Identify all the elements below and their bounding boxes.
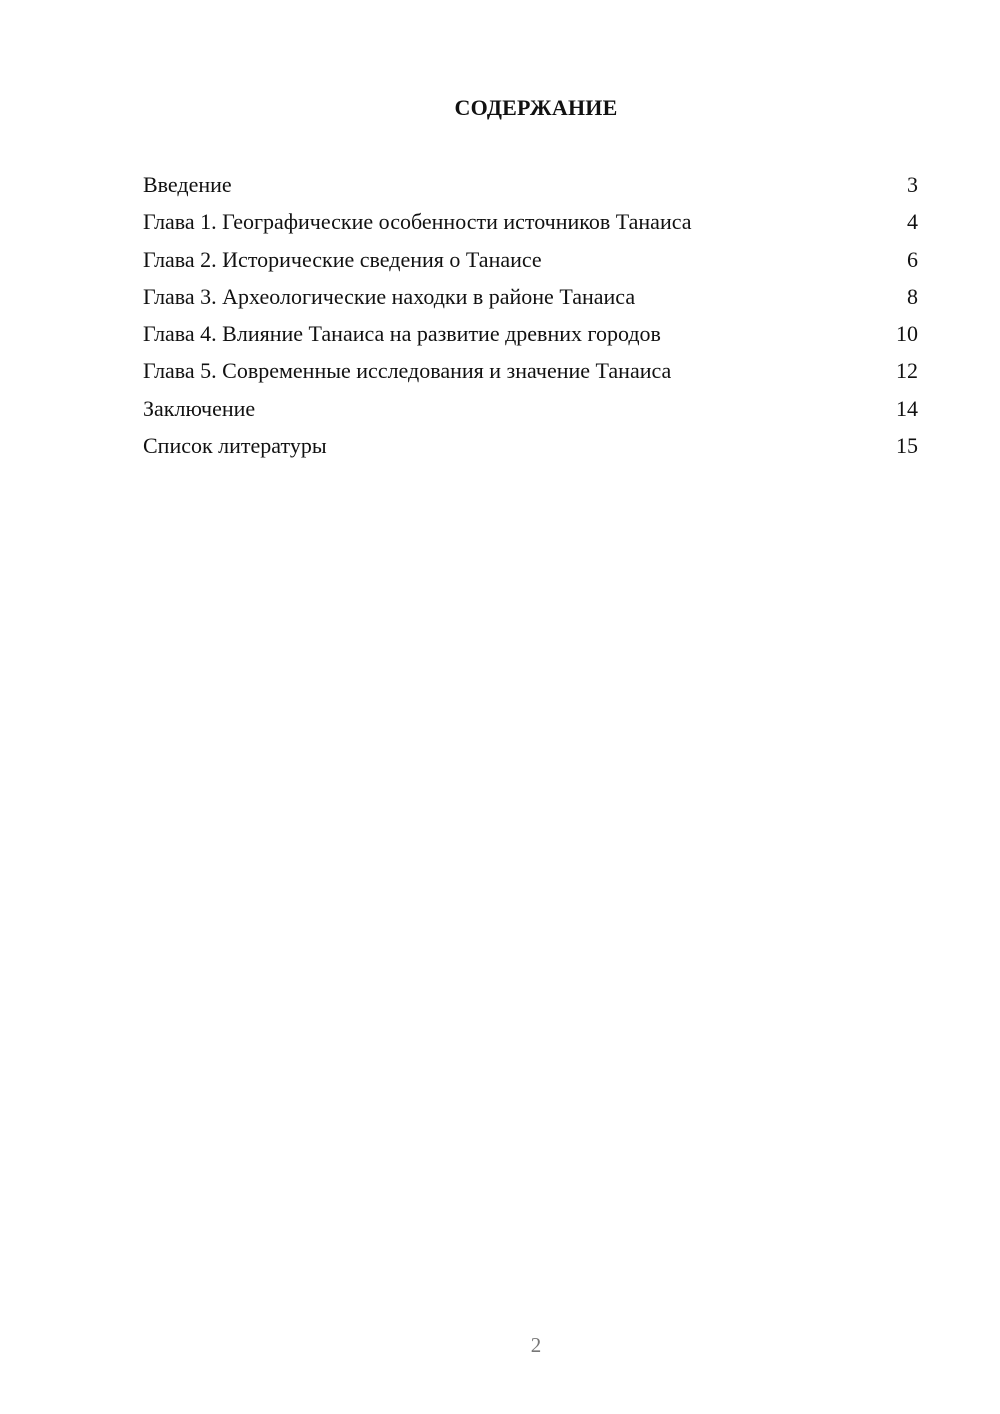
toc-entry: [143, 317, 918, 354]
toc-entry-label: Заключение: [143, 395, 256, 421]
toc-entry-label: Глава 4. Влияние Танаиса на развитие древних городов: [143, 321, 661, 347]
page-title: СОДЕРЖАНИЕ: [454, 95, 618, 120]
table-of-contents: [143, 168, 918, 466]
toc-entry: [143, 354, 918, 391]
toc-entry-page: 10: [896, 321, 918, 347]
toc-entry: [143, 243, 918, 280]
toc-entry-label: Глава 3. Археологические находки в районе Танаиса: [143, 283, 636, 309]
toc-entry-page: 3: [907, 172, 918, 197]
toc-entry-page: 14: [896, 395, 918, 421]
toc-entry-page: 15: [896, 433, 918, 459]
toc-entry-label: Список литературы: [143, 433, 327, 459]
toc-entry: [143, 205, 918, 242]
toc-entry-page: 4: [907, 209, 918, 235]
toc-entry-label: Глава 2. Исторические сведения о Танаисе: [143, 246, 542, 272]
toc-entry: [143, 280, 918, 317]
toc-entry: [143, 168, 918, 205]
toc-entry: [143, 429, 918, 466]
toc-entry-page: 12: [896, 358, 918, 384]
toc-entry-page: 6: [907, 246, 918, 272]
toc-entry-label: Введение: [143, 172, 232, 197]
toc-entry-label: Глава 5. Современные исследования и значение Танаиса: [143, 358, 672, 384]
toc-entry-label: Глава 1. Географические особенности источников Танаиса: [143, 209, 692, 235]
toc-entry-page: 8: [907, 283, 918, 309]
page-number: 2: [530, 1333, 542, 1357]
toc-entry: [143, 392, 918, 429]
